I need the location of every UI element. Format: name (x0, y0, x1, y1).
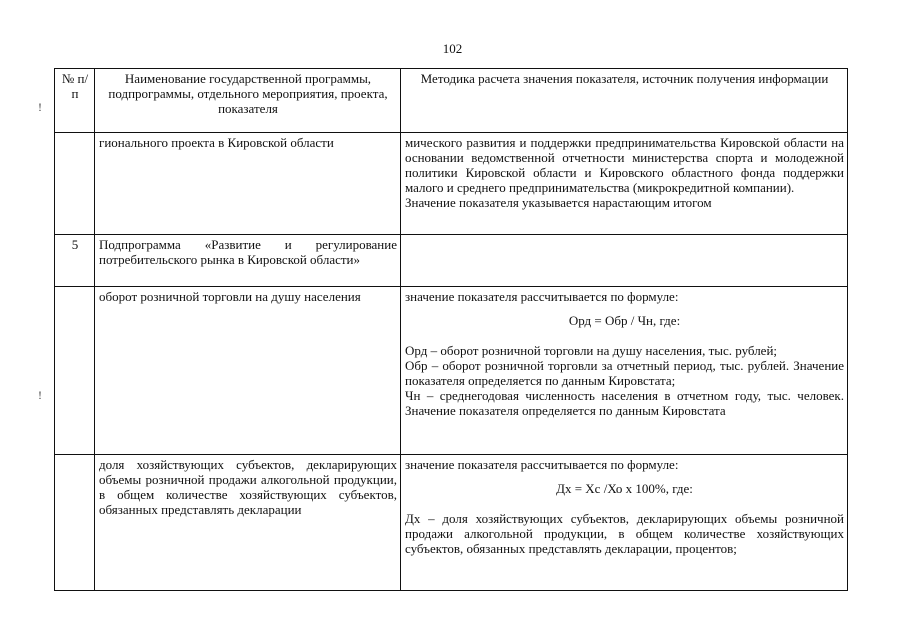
table-row (55, 133, 848, 235)
method-paragraph: Дх – доля хозяйствующих субъектов, декларирующих объемы розничной продажи алкогольной продукции, в общем количестве хозяйствующих субъектов, обязанных представлять декларации, процентов; (405, 511, 844, 556)
method-paragraph: мического развития и поддержки предпринимательства Кировской области на основании ведомственной отчетности министерства спорта и молодежной политики Кировской области и Кировского областного фонда поддержки малого и среднего предпринимательства (микрокредитной компании). (405, 135, 844, 195)
formula: Орд = Обр / Чн, где: (568, 313, 681, 328)
row-method (401, 455, 848, 591)
header-name: Наименование государственной программы, подпрограммы, отдельного мероприятия, проекта, показателя (95, 69, 401, 133)
row-method (401, 235, 848, 287)
method-intro: значение показателя рассчитывается по формуле: (405, 289, 679, 304)
row-name: Подпрограмма «Развитие и регулирование потребительского рынка в Кировской области» (95, 235, 401, 287)
row-number (55, 455, 95, 591)
method-paragraph: Значение показателя указывается нарастающим итогом (405, 195, 712, 210)
table-header-row (55, 69, 848, 133)
row-method (401, 287, 848, 455)
row-name: доля хозяйствующих субъектов, декларирующих объемы розничной продажи алкогольной продукции, в общем количестве хозяйствующих субъектов, обязанных представлять декларации (95, 455, 401, 591)
method-paragraph: Обр – оборот розничной торговли за отчетный период, тыс. рублей. Значение показателя определяется по данным Кировстата; (405, 358, 844, 388)
margin-mark: ! (38, 100, 42, 114)
header-number: № п/п (55, 69, 95, 133)
row-name: гионального проекта в Кировской области (95, 133, 401, 235)
row-number: 5 (55, 235, 95, 287)
table-row (55, 235, 848, 287)
margin-mark: ! (38, 388, 42, 402)
row-method (401, 133, 848, 235)
row-number (55, 287, 95, 455)
method-paragraph: Чн – среднегодовая численность населения в отчетном году, тыс. человек. Значение показателя определяется по данным Кировстата (405, 388, 844, 418)
formula: Дх = Хс /Хо x 100%, где: (556, 481, 693, 496)
header-method: Методика расчета значения показателя, источник получения информации (401, 69, 848, 133)
method-intro: значение показателя рассчитывается по формуле: (405, 457, 679, 472)
page-number: 102 (442, 41, 463, 56)
indicator-table (54, 68, 848, 591)
method-paragraph: Орд – оборот розничной торговли на душу населения, тыс. рублей; (405, 343, 778, 358)
table-row (55, 455, 848, 591)
table-row (55, 287, 848, 455)
row-number (55, 133, 95, 235)
row-name: оборот розничной торговли на душу населения (95, 287, 401, 455)
